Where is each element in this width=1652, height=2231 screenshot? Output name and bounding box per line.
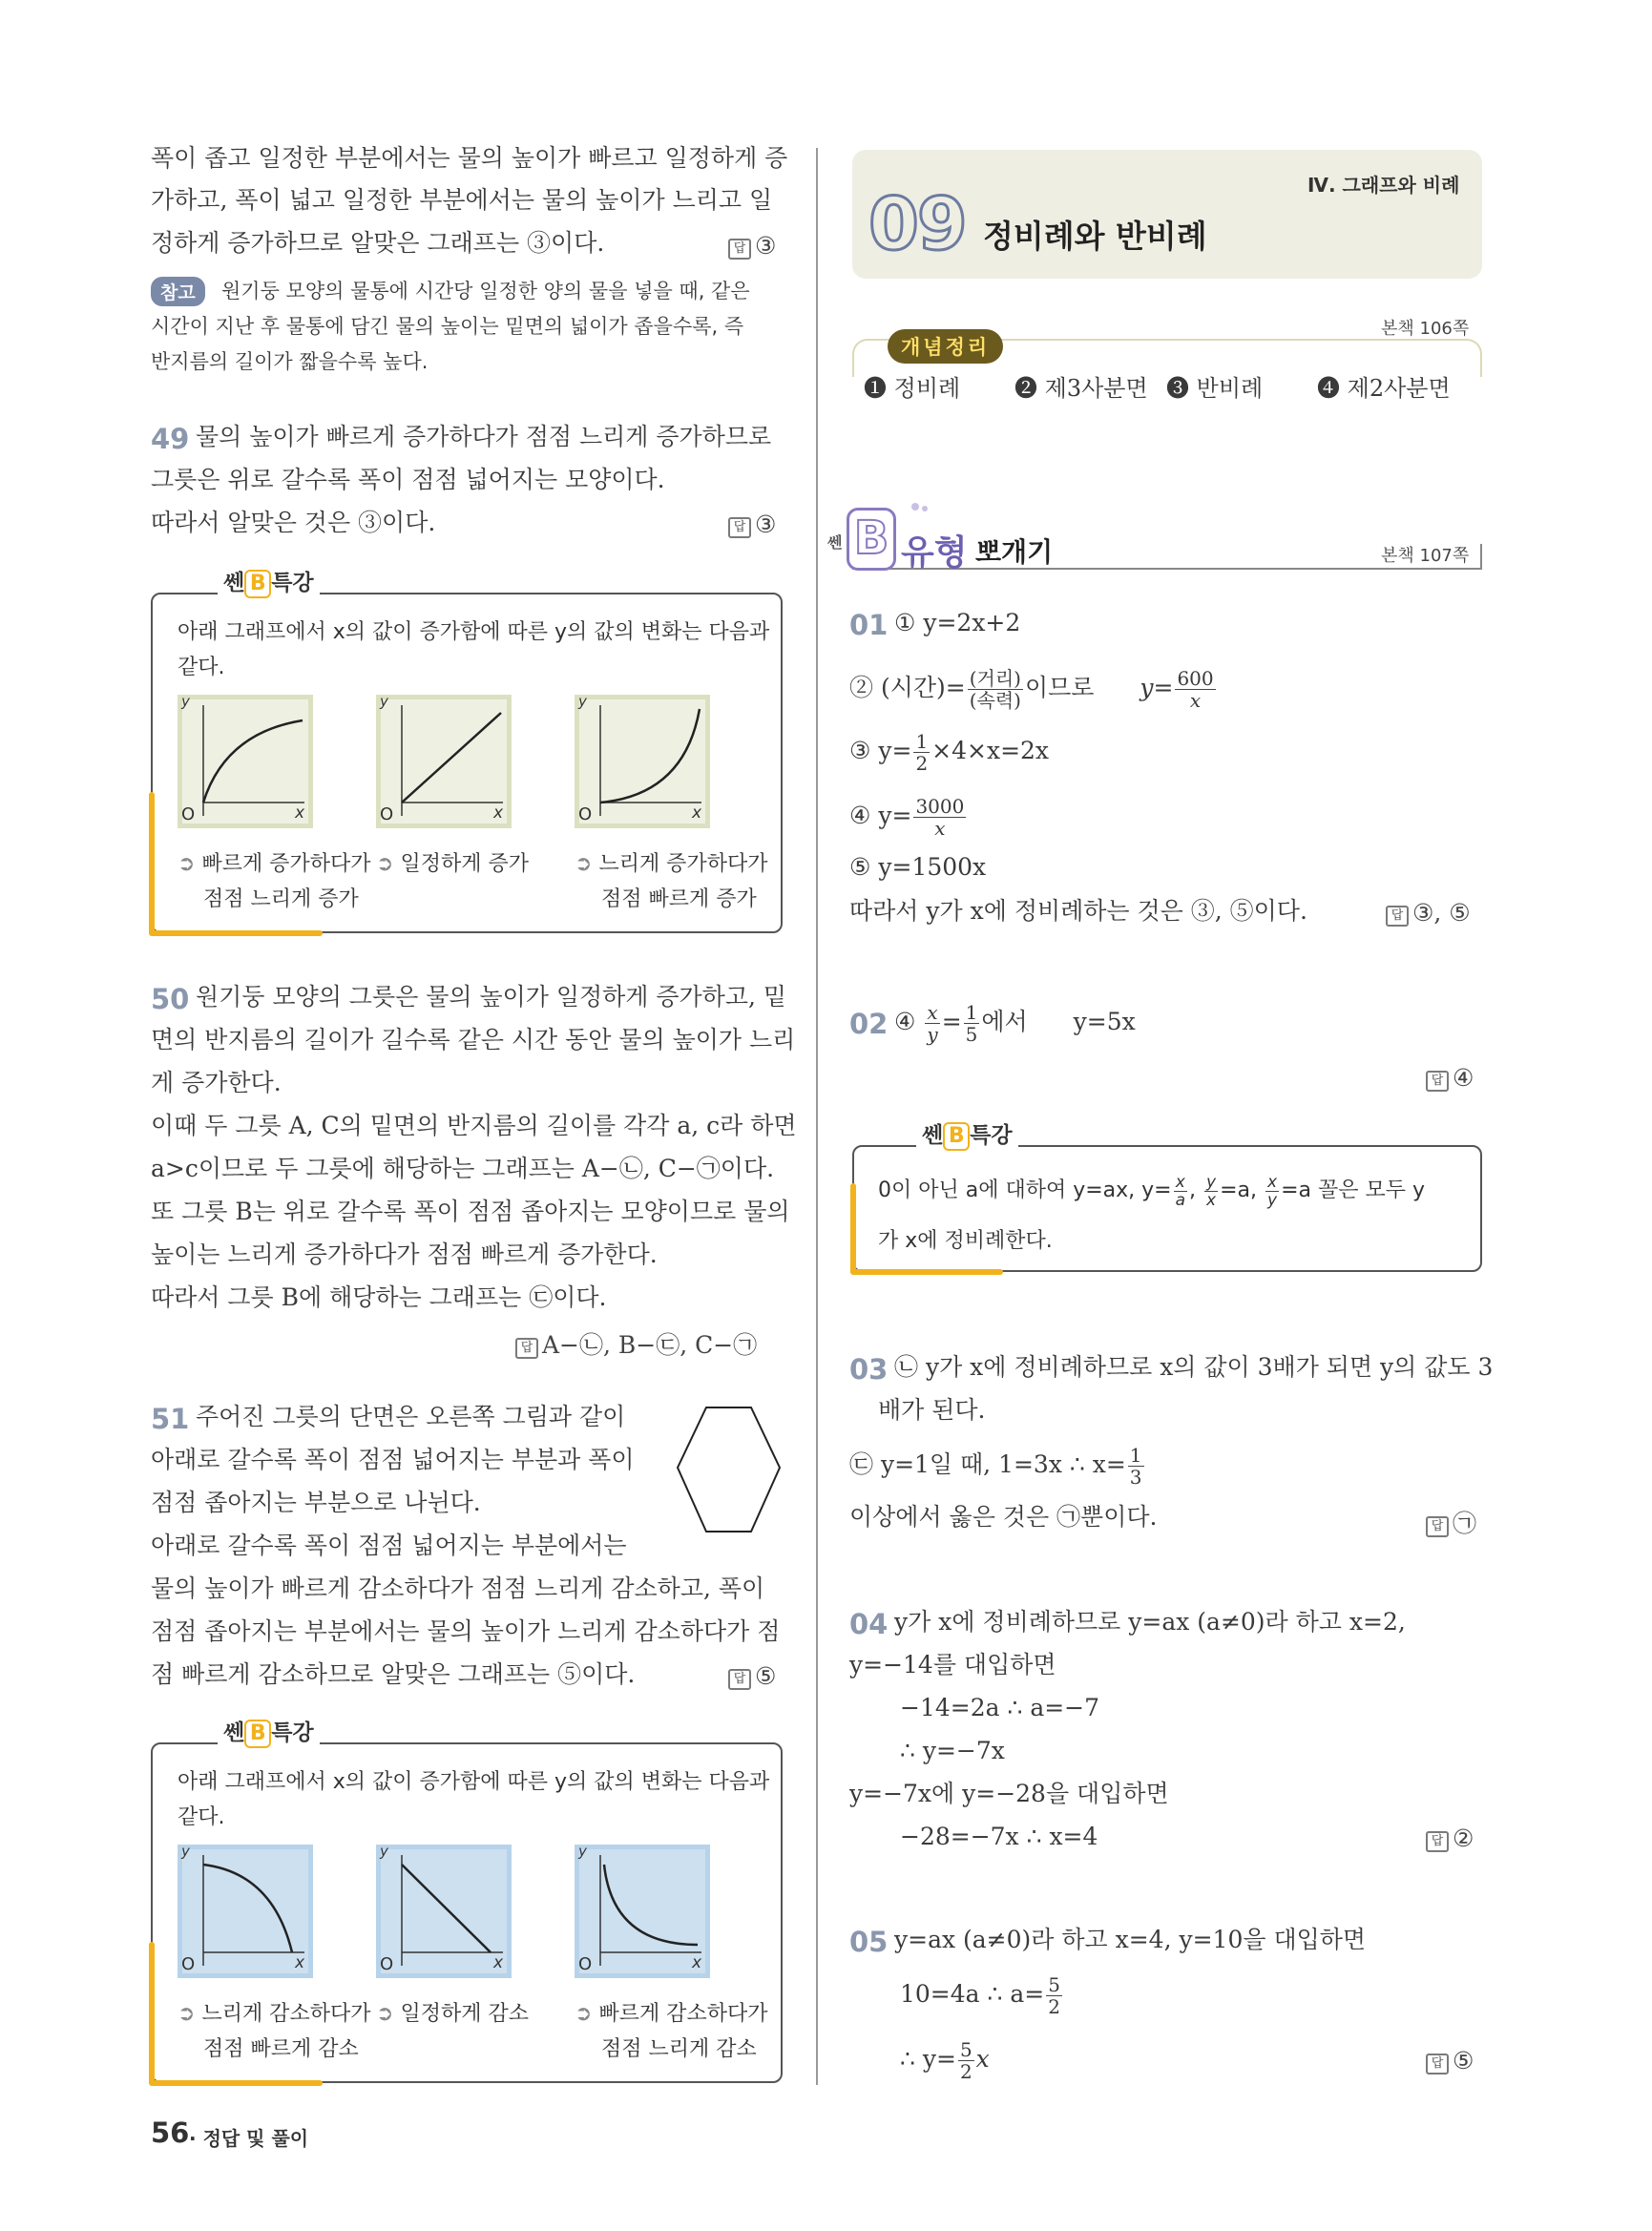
b-badge-icon: B — [943, 1122, 970, 1151]
answer-mark: 답 ③ — [728, 511, 776, 538]
axis-x-label: x — [692, 803, 702, 823]
graph-decrease-linear — [381, 1849, 507, 1973]
special-text: 아래 그래프에서 x의 값이 증가함에 따른 y의 값의 변화는 다음과 — [178, 620, 770, 644]
special-title: 쎈 B 특강 — [218, 565, 320, 598]
origin-label: O — [578, 804, 593, 824]
answer-icon: 답 — [1386, 906, 1409, 927]
text-line: 따라서 y가 x에 정비례하는 것은 ③, ⑤이다. — [849, 897, 1307, 925]
answer-mark: 답 A−㉡, B−㉢, C−㉠ — [515, 1326, 757, 1361]
answer-mark: 답 ③ — [728, 232, 776, 260]
dot-icon — [922, 506, 928, 511]
box-accent — [149, 1942, 155, 2085]
special-text: 같다. — [178, 1805, 225, 1829]
b-badge-icon: B — [847, 508, 896, 571]
text-line: 주어진 그릇의 단면은 오른쪽 그림과 같이 — [196, 1403, 626, 1430]
arrow-circle-icon: ➲ — [575, 2002, 599, 2026]
math-line: y가 x에 정비례하므로 y=ax (a≠0)라 하고 x=2, — [894, 1608, 1406, 1636]
section-title2: 뽀개기 — [975, 536, 1054, 568]
answer-icon: 답 — [1426, 1831, 1449, 1852]
math-line: ⑤ y=1500x — [849, 853, 987, 881]
text-line: 아래로 갈수록 폭이 점점 넓어지는 부분과 폭이 — [151, 1446, 635, 1473]
math-line: ∴ y=−7x — [900, 1737, 1005, 1764]
graph-decrease-convex — [579, 1849, 705, 1973]
math-line: ④ $\frac{x}{y}$ = $\frac{1}{5}$ 에서 y=5x — [894, 1001, 1136, 1046]
text-line: 점점 좁아지는 부분에서는 물의 높이가 느리게 감소하다가 점 — [151, 1617, 781, 1645]
answer-mark: 답 ㉠ — [1426, 1505, 1476, 1539]
math-line: ㉢ y=1일 때, 1=3x ∴ x= $\frac{1}{3}$ — [849, 1444, 1142, 1489]
text-line: 또 그릇 B는 위로 갈수록 폭이 점점 좁아지는 모양이므로 물의 — [151, 1198, 790, 1225]
concept-item: ❷ 제3사분면 — [1014, 375, 1148, 402]
math-line: 10=4a ∴ a= $\frac{5}{2}$ — [900, 1973, 1060, 2018]
axis-y-label: y — [578, 693, 587, 710]
concept-item: ❶ 정비례 — [864, 375, 961, 402]
math-line: ④ y= $\frac{3000}{x}$ — [849, 795, 965, 840]
footer-title: · 정답 및 풀이 — [189, 2127, 309, 2150]
graph-panel — [178, 695, 313, 828]
math-line: y=−14를 대입하면 — [849, 1651, 1056, 1678]
box-accent — [149, 930, 323, 936]
note-line: 원기둥 모양의 물통에 시간당 일정한 양의 물을 넣을 때, 같은 — [221, 280, 750, 302]
text-line: 점 빠르게 감소하므로 알맞은 그래프는 ⑤이다. — [151, 1660, 636, 1688]
text-line: 높이는 느리게 증가하다가 점점 빠르게 증가한다. — [151, 1241, 658, 1268]
text-line: 게 증가한다. — [151, 1069, 282, 1096]
arrow-circle-icon: ➲ — [575, 852, 599, 876]
caption: 점점 느리게 증가 — [203, 887, 359, 911]
note-label: 참고 — [151, 277, 205, 306]
origin-label: O — [380, 804, 394, 824]
answer-mark: 답 ③, ⑤ — [1386, 899, 1471, 927]
special-text: 0이 아닌 a에 대하여 y=ax, y= $\frac{x}{a}$ , $\frac{y}{x}$ =a, $\frac{x}{y}$ =a 꼴은 모두 y — [878, 1172, 1426, 1210]
origin-label: O — [181, 1954, 196, 1974]
origin-label: O — [380, 1954, 394, 1974]
math-line: −14=2a ∴ a=−7 — [900, 1694, 1100, 1721]
answer-mark: 답 ⑤ — [728, 1662, 776, 1690]
text-line: 그릇은 위로 갈수록 폭이 점점 넓어지는 모양이다. — [151, 466, 665, 493]
axis-y-label: y — [578, 1843, 587, 1860]
math-line: −28=−7x ∴ x=4 — [900, 1823, 1098, 1850]
math-line: ② (시간)= $\frac{\text{(거리)}}{\text{(속력)}}$ 이므로 y= $\frac{600}{x}$ — [849, 667, 1214, 712]
text-line: 이상에서 옳은 것은 ㉠뿐이다. — [849, 1503, 1158, 1531]
text-line: 물의 높이가 빠르게 감소하다가 점점 느리게 감소하고, 폭이 — [151, 1574, 765, 1602]
question-number: 02 — [849, 1008, 889, 1040]
question-number: 05 — [849, 1926, 889, 1958]
special-text: 같다. — [178, 656, 225, 679]
text-line: 점점 좁아지는 부분으로 나뉜다. — [151, 1489, 481, 1516]
chapter-label: Ⅳ. 그래프와 비례 — [1307, 174, 1460, 197]
axis-x-label: x — [295, 1953, 305, 1972]
note-line: 반지름의 길이가 짧을수록 높다. — [151, 350, 429, 373]
chapter-title: 정비례와 반비례 — [983, 218, 1207, 255]
graph-panel — [376, 1845, 512, 1978]
math-line: ① y=2x+2 — [894, 609, 1021, 636]
graph-panel — [376, 695, 512, 828]
graph-increase-convex — [579, 699, 705, 824]
answer-icon: 답 — [728, 1669, 751, 1690]
caption: ➲ 빠르게 증가하다가 — [178, 852, 371, 876]
caption: ➲ 일정하게 증가 — [376, 852, 529, 876]
text-line: 따라서 알맞은 것은 ③이다. — [151, 509, 436, 536]
math-line: y=−7x에 y=−28을 대입하면 — [849, 1780, 1169, 1807]
page-ref: 본책 106쪽 — [1381, 319, 1470, 339]
page-ref: 본책 107쪽 — [1381, 546, 1470, 566]
special-title: 쎈 B 특강 — [916, 1117, 1018, 1151]
section-underline — [1480, 544, 1482, 570]
answer-mark: 답 ④ — [1426, 1064, 1474, 1092]
graph-panel — [575, 695, 710, 828]
vessel-cross-section-hexagon — [673, 1403, 784, 1536]
caption: ➲ 빠르게 감소하다가 — [575, 2002, 768, 2026]
section-title: 유형 — [901, 533, 968, 573]
text-line: 원기둥 모양의 그릇은 물의 높이가 일정하게 증가하고, 밑 — [196, 983, 787, 1011]
question-number: 03 — [849, 1353, 889, 1386]
box-accent — [850, 1269, 1003, 1275]
text-line: 배가 된다. — [878, 1396, 986, 1424]
concept-item: ❸ 반비례 — [1166, 375, 1264, 402]
answer-icon: 답 — [1426, 2054, 1449, 2075]
arrow-circle-icon: ➲ — [178, 852, 202, 876]
caption: ➲ 느리게 증가하다가 — [575, 852, 768, 876]
answer-mark: 답 ⑤ — [1426, 2047, 1474, 2075]
axis-x-label: x — [493, 1953, 504, 1972]
origin-label: O — [181, 804, 196, 824]
axis-y-label: y — [181, 693, 190, 710]
text-line: 아래로 갈수록 폭이 점점 넓어지는 부분에서는 — [151, 1532, 627, 1559]
graph-panel — [178, 1845, 313, 1978]
graph-increase-linear — [381, 699, 507, 824]
text-line: 가하고, 폭이 넓고 일정한 부분에서는 물의 높이가 느리고 일 — [151, 186, 773, 214]
arrow-circle-icon: ➲ — [178, 2002, 202, 2026]
answer-mark: 답 ② — [1426, 1824, 1474, 1852]
text-line: 이때 두 그릇 A, C의 밑면의 반지름의 길이를 각각 a, c라 하면 — [151, 1112, 797, 1139]
concept-label: 개념정리 — [888, 329, 1003, 364]
graph-panel — [575, 1845, 710, 1978]
answer-icon: 답 — [1426, 1516, 1449, 1537]
question-number: 51 — [151, 1403, 190, 1435]
text-line: 정하게 증가하므로 알맞은 그래프는 ③이다. — [151, 229, 605, 257]
arrow-circle-icon: ➲ — [376, 2002, 401, 2026]
graph-increase-concave — [182, 699, 308, 824]
box-accent — [149, 792, 155, 935]
axis-x-label: x — [493, 803, 504, 823]
axis-y-label: y — [181, 1843, 190, 1860]
text-line: ㉡ y가 x에 정비례하므로 x의 값이 3배가 되면 y의 값도 3 — [894, 1353, 1494, 1381]
caption: 점점 빠르게 감소 — [203, 2037, 359, 2061]
page-number: 56 — [151, 2116, 190, 2149]
origin-label: O — [578, 1954, 593, 1974]
caption: ➲ 일정하게 감소 — [376, 2002, 529, 2026]
box-accent — [149, 2080, 323, 2086]
text-line: 면의 반지름의 길이가 길수록 같은 시간 동안 물의 높이가 느리 — [151, 1026, 796, 1053]
answer-icon: 답 — [728, 517, 751, 538]
answer-icon: 답 — [515, 1338, 538, 1359]
dot-icon — [911, 503, 919, 511]
axis-y-label: y — [380, 693, 388, 710]
column-divider — [816, 148, 818, 2085]
section-prefix: 쎈 — [827, 533, 843, 552]
text-line: 따라서 그릇 B에 해당하는 그래프는 ㉢이다. — [151, 1283, 607, 1311]
graph-decrease-concave — [182, 1849, 308, 1973]
text-line: 폭이 좁고 일정한 부분에서는 물의 높이가 빠르고 일정하게 증 — [151, 144, 788, 172]
question-number: 50 — [151, 983, 190, 1015]
b-badge-icon: B — [244, 570, 271, 598]
math-line: ③ y= $\frac{1}{2}$ ×4×x=2x — [849, 730, 1050, 775]
answer-icon: 답 — [728, 239, 751, 260]
chapter-number: 09 — [868, 181, 966, 266]
text-line: a>c이므로 두 그릇에 해당하는 그래프는 A−㉡, C−㉠이다. — [151, 1155, 775, 1182]
special-text: 아래 그래프에서 x의 값이 증가함에 따른 y의 값의 변화는 다음과 — [178, 1770, 770, 1794]
b-badge-icon: B — [244, 1720, 271, 1748]
special-title: 쎈 B 특강 — [218, 1715, 320, 1748]
axis-x-label: x — [295, 803, 305, 823]
axis-y-label: y — [380, 1843, 388, 1860]
caption: ➲ 느리게 감소하다가 — [178, 2002, 371, 2026]
caption: 점점 빠르게 증가 — [601, 887, 757, 911]
question-number: 49 — [151, 423, 190, 455]
question-number: 01 — [849, 609, 889, 641]
arrow-circle-icon: ➲ — [376, 852, 401, 876]
math-line: y=ax (a≠0)라 하고 x=4, y=10을 대입하면 — [894, 1926, 1367, 1953]
question-number: 04 — [849, 1608, 889, 1640]
text-line: 물의 높이가 빠르게 증가하다가 점점 느리게 증가하므로 — [196, 423, 772, 450]
caption: 점점 느리게 감소 — [601, 2037, 757, 2061]
axis-x-label: x — [692, 1953, 702, 1972]
concept-item: ❹ 제2사분면 — [1317, 375, 1451, 402]
box-accent — [850, 1183, 856, 1274]
note-line: 시간이 지난 후 물통에 담긴 물의 높이는 밑면의 넓이가 좁을수록, 즉 — [151, 315, 744, 338]
special-text: 가 x에 정비례한다. — [878, 1229, 1053, 1253]
math-line: ∴ y= $\frac{5}{2}$ x — [900, 2038, 990, 2083]
answer-icon: 답 — [1426, 1071, 1449, 1092]
